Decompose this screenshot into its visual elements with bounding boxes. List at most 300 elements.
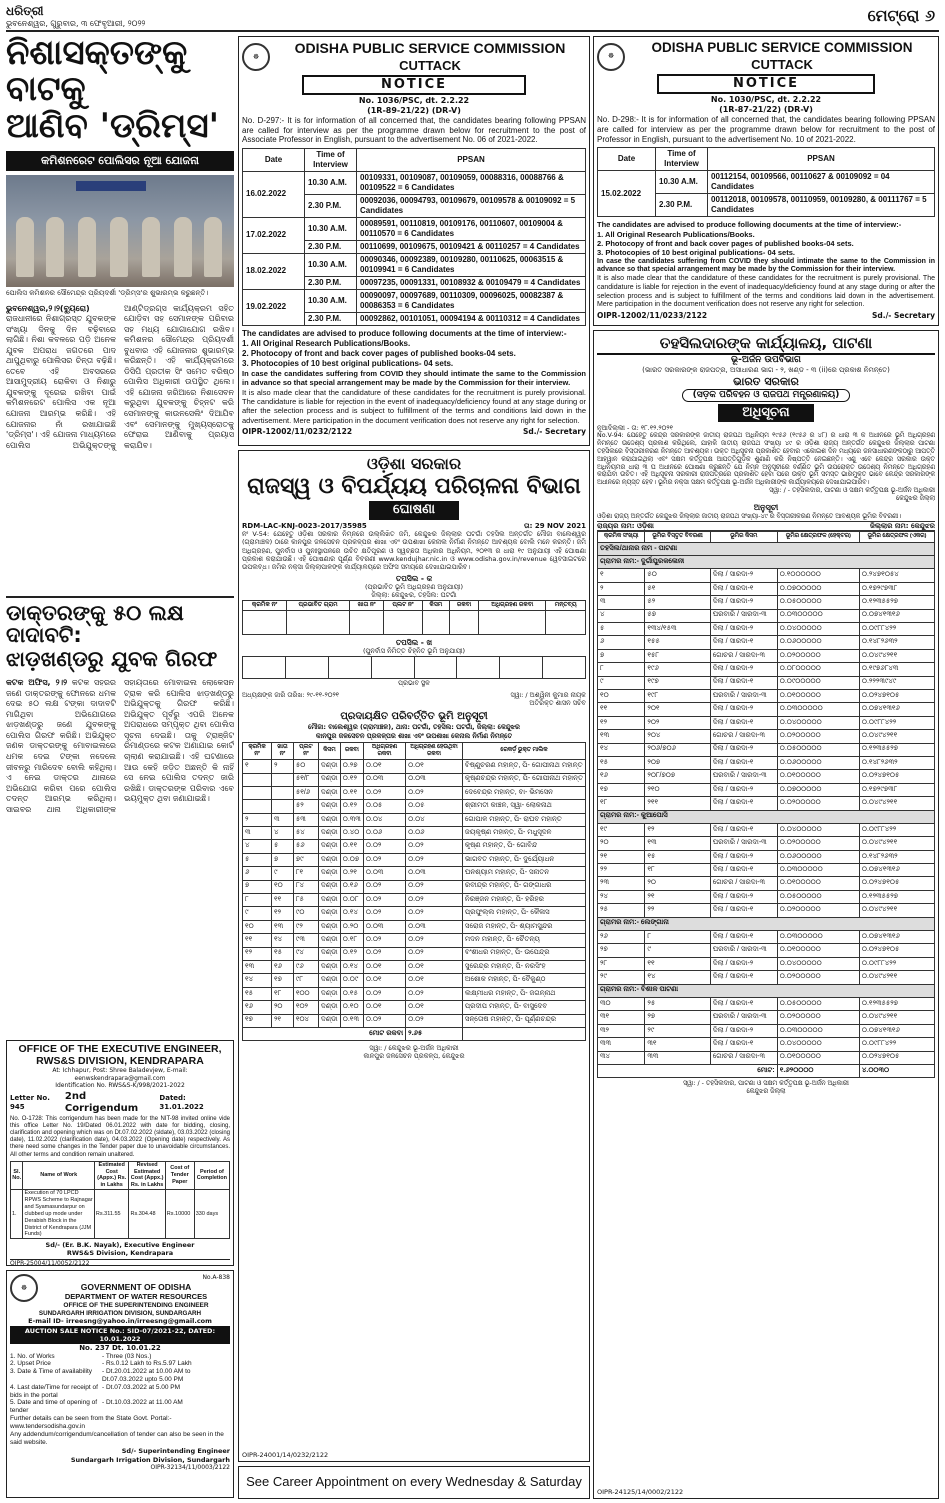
table-cell: କୃଷ୍ଣଚନ୍ଦ୍ର ମହାନ୍ତ, ପି- ଗୋପୀନାଥ ମହାନ୍ତ <box>462 773 585 786</box>
table-cell: ୦.୦୭୦୦୦୦୦ <box>777 783 859 796</box>
table-cell: ୦.୦୯୮୮୪୨୨ <box>859 1038 934 1051</box>
table-cell: ଜୟକୃଷ୍ଣ ମହାନ୍ତ, ପି- ମଧୁସୂଦନ <box>462 827 585 840</box>
table-cell: ୦.୦୪୯୪୨୧୧ <box>859 971 934 984</box>
table-cell: ୧୧ <box>271 894 293 907</box>
table-cell: 19.02.2022 <box>243 289 305 325</box>
table-cell: ୧୯ <box>598 823 645 836</box>
revenue-code: OIPR-24001/14/0232/2122 <box>242 1450 329 1459</box>
table-cell: ୦.୦୨ <box>363 987 405 1000</box>
table-cell: ୨୧ <box>645 890 710 903</box>
table-row <box>243 894 586 907</box>
table-cell: ୦.୧୯୭୬୮୪୩ <box>859 663 934 676</box>
table-cell: ଦଣ୍ଡା <box>318 853 340 866</box>
table-row <box>243 773 586 786</box>
table-cell: ୦.୦୩ <box>406 773 463 786</box>
table-header: PPSAN <box>708 148 935 171</box>
masthead <box>6 4 939 32</box>
table-cell: ୦.୦୨ <box>363 1014 405 1027</box>
table-cell: ୦.୦୩ <box>363 867 405 880</box>
table-cell: ଦିଲା / ସାରଦା-୧ <box>710 904 777 917</box>
table-cell: ୦.୦୨ <box>363 786 405 799</box>
table-header: Date <box>598 148 656 171</box>
table-header: ରକବା <box>449 600 478 611</box>
opsc2-sign: Sd./- Secretary <box>871 311 935 321</box>
revenue-sign-left: ଅଧ୍ୟକ୍ଷଙ୍କ ଜାରି ତାରିଖ: ୨୯-୧୧-୨୦୨୧ <box>242 690 340 699</box>
table-cell: ୦.୧୧ <box>340 786 363 799</box>
table-cell: ୦.୧୨୩୫୫୨୭ <box>859 743 934 756</box>
table-cell: ୦.୦୫ <box>406 800 463 813</box>
table-cell: ୩୦ <box>598 997 645 1010</box>
table-cell: ଦିଲା / ସାରଦା-୧ <box>710 756 777 769</box>
table-cell: ୧୪ <box>645 971 710 984</box>
table-cell: ୦.୨୨୨୩୯୪୯ <box>859 676 934 689</box>
story2-body <box>6 678 234 1036</box>
table-cell: 00112018, 00109578, 00110959, 00109280, & 00111767 = 5 Candidates <box>708 194 935 217</box>
table-cell: ୧୦୪ <box>293 1014 318 1027</box>
table-row <box>243 289 586 312</box>
table-cell: ୦.୦୪୦୦୦୦୦ <box>777 1038 859 1051</box>
table-cell: ୦.୦୨ <box>406 1014 463 1027</box>
dowr-title-4: SUNDARGARH IRRIGATION DIVISION, SUNDARGARH <box>38 1309 202 1317</box>
table-row <box>598 743 935 756</box>
table-cell: 10.30 A.M. <box>305 289 357 312</box>
table-cell: ୦.୦୨୦୦୦୦୦ <box>777 730 859 743</box>
table-cell: ୦.୦୮୦୦୦୦୦ <box>777 663 859 676</box>
photo-person <box>204 217 222 277</box>
table-cell: ୦.୦୧ <box>406 1001 463 1014</box>
list-item: 1. All Original Research Publications/Books. <box>242 338 411 348</box>
table-header: କ୍ରମିକ ନଂ <box>243 600 287 611</box>
table-cell: ଘରବାରି / ସାରଦା-୩ <box>710 837 777 850</box>
village-label: ଗ୍ରାମର ନାମ:- କୁଆପୋସି <box>598 810 935 823</box>
table-row <box>598 730 935 743</box>
table-header: କିସମ <box>318 742 340 759</box>
photo-banner <box>76 181 146 191</box>
item-value: - Rs.0.12 Lakh to Rs.5.97 Lakh <box>102 1360 192 1368</box>
table-cell: ୦.୦୨ <box>406 786 463 799</box>
table-cell: ୧୦ <box>243 920 272 933</box>
photo-caption: ପୋଲିସ କମିଶନର ସୌମେନ୍ଦ୍ର ପ୍ରିୟଦର୍ଶୀ 'ଡ୍ରିମ୍ସ'ର ଶୁଭାରମ୍ଭ କରୁଛନ୍ତି। <box>6 288 209 297</box>
opsc1-code: OIPR-12002/11/0232/2122 <box>242 427 353 437</box>
opsc1-covid: In case the candidates suffering from COVID they should intimate the same to the Commission in advance so that special arrangement may be made by the Commission for their interview. <box>242 368 586 388</box>
table-cell: ୧୪ <box>243 974 272 987</box>
table-cell: ୦.୧୪୮୨୬୩୨ <box>859 636 934 649</box>
table-cell: ୦.୦୪୯୪୨୧୧ <box>859 837 934 850</box>
opsc2-notice-bar: NOTICE <box>657 74 875 94</box>
table-cell: ୦.୦୪୯୪୨୧୧ <box>859 1011 934 1024</box>
table-cell: ୦.୦୯୮୮୪୨୨ <box>859 623 934 636</box>
table-cell: ୫୧/୮ <box>293 773 318 786</box>
patna-sign-1: ସ୍ୱା: / - ତହସିଲଦାର, ପାଟଣା ଓ ସକ୍ଷମ କର୍ତ୍ତୃପକ୍ଷ ଭୂ-ଅର୍ଜନ ଅଧିକାରୀ <box>769 487 935 495</box>
table-cell: ୨୧ <box>598 850 645 863</box>
table-cell: ୦.୨୦ <box>340 920 363 933</box>
table-cell: ୨୮ <box>598 957 645 970</box>
patna-line-1: (ଭାରତ ସରକାରଙ୍କ ରାଜପତ୍ର, ଅସାଧାରଣ ଭାଗ - ୨, ଖଣ୍ଡ - ୩ (ii)ରେ ପ୍ରକାଶ ନିମନ୍ତେ) <box>642 366 890 374</box>
opsc2-covid: In case the candidates suffering from COVID they should intimate the same to the Commission in advance so that special arrangement may be made by the Commission for their interview. <box>597 257 935 274</box>
table-cell: ଦିଲା / ସାରଦା-୧ <box>710 931 777 944</box>
table-row <box>598 1051 935 1064</box>
opsc1-advise: The candidates are advised to produce following documents at the time of interview:- <box>242 328 567 338</box>
rwss-corrigendum-ad <box>6 1040 234 1266</box>
table-cell: ୨୦ <box>271 1001 293 1014</box>
table-row <box>598 690 935 703</box>
revenue-ref: RDM-LAC-KNJ-0023-2017/35985 <box>242 521 367 530</box>
table-cell: ୦.୦୪୦୦୦୦୦ <box>777 823 859 836</box>
table-cell: ୧୧ <box>598 703 645 716</box>
table-cell: ୦.୦୨ <box>406 947 463 960</box>
table-cell: 00097235, 00091331, 00108932 & 00109479 = 4 Candidates <box>357 276 586 289</box>
table-cell: ୧ <box>243 760 272 773</box>
table-cell: ୦.୦୬୦୦୦୦୦ <box>777 850 859 863</box>
table-cell: ୨୭ <box>598 944 645 957</box>
table-header: ଅଧିଗ୍ରହଣ ରକବା <box>479 600 546 611</box>
table-cell: ୨ <box>271 760 293 773</box>
table-cell: ୫୪ <box>293 827 318 840</box>
table-cell: ୧୦୨ <box>293 1001 318 1014</box>
village-row <box>598 556 935 569</box>
table-cell: ୯୬ <box>293 961 318 974</box>
patna-date: ନୂଆଦିଲ୍ଲୀ - ତା: ୧୮.୧୨.୨୦୨୧ <box>597 424 673 432</box>
table-row <box>598 569 935 582</box>
section-label: ମେଟ୍ରୋ ୬ <box>867 6 935 25</box>
revenue-schedule-a-table <box>242 600 586 636</box>
table-cell: ଦିଲା / ସାରଦା-୧ <box>710 716 777 729</box>
photo-person <box>110 217 128 277</box>
table-cell: ୧୩ <box>243 961 272 974</box>
table-cell: ଦଣ୍ଡା <box>318 974 340 987</box>
table-cell: ୦.୦୪୯୪୨୧୧ <box>859 649 934 662</box>
table-cell <box>243 800 272 813</box>
table-cell: ୧୦ <box>598 690 645 703</box>
table-header: PPSAN <box>357 148 586 171</box>
table-cell: ୦.୦୨୪୭୧୦୫ <box>859 690 934 703</box>
photo-person <box>78 217 96 277</box>
table-cell: ୦.୦୧୦୦୦୦୦ <box>777 944 859 957</box>
table-cell: ୫ <box>598 623 645 636</box>
patna-ministry: (ସଡ଼କ ପରିବହନ ଓ ରାଜପଥ ମନ୍ତ୍ରଣାଳୟ) <box>682 389 851 402</box>
table-header: ଖାତା ନଂ <box>271 742 293 759</box>
table-cell: ଦିଲା / ସାରଦା-୧ <box>710 971 777 984</box>
table-cell: ୩୩ <box>598 1038 645 1051</box>
list-item: 3. Photocopies of 10 best original publications- 04 sets. <box>242 358 454 368</box>
table-header: Revised Estimated Cost (Appx.) Rs. in Lakhs <box>130 1161 164 1189</box>
patna-table <box>597 531 935 1078</box>
table-cell: ୭ <box>243 880 272 893</box>
table-cell: ୧୬ <box>271 961 293 974</box>
table-cell: ୧୮ <box>271 987 293 1000</box>
revenue-department-ad <box>238 450 590 1462</box>
table-cell: ୦.୦୨ <box>406 934 463 947</box>
table-cell: ଦିଲା / ସାରଦା-୧ <box>710 797 777 810</box>
table-cell: ୮ <box>645 931 710 944</box>
table-cell: 10.30 A.M. <box>305 253 357 276</box>
table-cell: ୦.୦୨୦୦୦୦୦ <box>777 797 859 810</box>
table-cell <box>243 786 272 799</box>
table-cell: ୦.୦୯୦୦୦୦୦ <box>777 676 859 689</box>
list-item: 2. Photocopy of front and back cover pages of published books-04 sets. <box>242 348 516 358</box>
table-cell: ୧୨ <box>645 823 710 836</box>
table-cell: ୮ <box>598 663 645 676</box>
table-cell: ୨୦୪ <box>645 730 710 743</box>
table-cell: ୦.୧୧ <box>340 840 363 853</box>
item-value: - Dt.10.03.2022 at 11.00 AM <box>102 1399 183 1407</box>
revenue-schedule-b-table <box>242 656 586 679</box>
table-cell: ଦଣ୍ଡା <box>318 1014 340 1027</box>
revenue-notice: ଘୋଷଣା <box>369 501 459 519</box>
table-cell: ୦.୦୨ <box>406 987 463 1000</box>
table-cell: ୮୫ <box>293 894 318 907</box>
table-cell: ୦.୦୯ <box>340 974 363 987</box>
patna-code: OIPR-24125/14/0002/2122 <box>597 1487 684 1496</box>
rwss-code: OIPR-25004/11/0052/2122 <box>10 1259 230 1266</box>
item-value: - Three (03 Nos.) <box>102 1352 152 1360</box>
table-header: ପ୍ଲଟ ନଂ <box>293 742 318 759</box>
table-cell: ୦.୧୦୦୦୦୦୦ <box>777 569 859 582</box>
table-header: ଖାତା ନଂ <box>350 600 384 611</box>
list-item <box>10 1399 230 1415</box>
table-cell: ୦.୦୨୪୭୧୦୫ <box>859 770 934 783</box>
opsc2-title: ODISHA PUBLIC SERVICE COMMISSION <box>651 40 913 55</box>
table-cell: ୦.୦୨ <box>363 853 405 866</box>
table-cell: ୦.୦୨ <box>406 907 463 920</box>
table-cell: ଘରବାରି / ସାରଦା-୩ <box>710 609 777 622</box>
table-row <box>598 944 935 957</box>
table-cell: ୨ <box>598 582 645 595</box>
revenue-land-line-2: କାନପୁର ଜଳସେଚନ ପ୍ରକଳ୍ପର ଶାଖା ଏବଂ ଉପଶାଖା କେନାଲ ନିର୍ମାଣ ନିମନ୍ତେ <box>315 731 513 740</box>
table-cell: ୧୬ <box>243 1001 272 1014</box>
table-cell: ୧୧ <box>645 957 710 970</box>
table-cell: ୦.୦୧ <box>363 961 405 974</box>
table-cell: ଗୋଚର / ସାରଦା-୩ <box>710 649 777 662</box>
table-row <box>243 813 586 826</box>
table-cell: ୦.୦୨ <box>363 934 405 947</box>
table-cell: ୭ <box>598 649 645 662</box>
table-row <box>243 907 586 920</box>
dowr-title-1: GOVERNMENT OF ODISHA <box>80 1281 192 1292</box>
table-row <box>243 827 586 840</box>
village-label: ଗ୍ରାମର ନାମ:- ଦୁର୍ଗାପୁରକଳୋନୀ <box>598 556 935 569</box>
table-cell: ୨୦୨ <box>645 716 710 729</box>
table-cell: ୭୯ <box>293 853 318 866</box>
table-cell: ୧୯୮ <box>645 690 710 703</box>
opsc-emblem-icon: ☸ <box>597 43 625 71</box>
total-acre: ୪.୦୦୩୦ <box>859 1064 934 1077</box>
table-cell: ୦.୦୬୦୦୦୦୦ <box>777 756 859 769</box>
table-cell: ଦଣ୍ଡା <box>318 880 340 893</box>
story-photo <box>6 175 234 287</box>
rwss-dated: Dated: 31.01.2022 <box>159 1094 204 1112</box>
opsc2-docs <box>597 230 935 258</box>
table-cell: ୨ <box>243 813 272 826</box>
table-cell: ୦.୦୧୦୦୦୦୦ <box>777 770 859 783</box>
table-row <box>598 890 935 903</box>
story-dateline: ଭୁବନେଶ୍ୱର,୨।୨(ବ୍ୟୁରୋ) <box>6 303 90 313</box>
patna-district-line: ଜିଲ୍ଲାର ନାମ: କେନ୍ଦୁଝର <box>869 521 935 530</box>
table-header: ଭୂମିର ବିସ୍ତୃତ ବିବରଣୀ <box>645 532 710 542</box>
table-header: ରକବା <box>340 742 363 759</box>
table-cell: ୧୩ <box>598 730 645 743</box>
table-cell: ୦.୦୨ <box>406 840 463 853</box>
revenue-footer-sign-2: କାନପୁର ଜଳସେଚନ ପ୍ରକଳ୍ପ, କେନ୍ଦୁଝର <box>363 1052 465 1061</box>
table-cell: ରବୀନ୍ଦ୍ର ମହାନ୍ତ, ପି- ଗଙ୍ଗାଧର <box>462 880 585 893</box>
table-row <box>243 800 586 813</box>
table-row <box>598 609 935 622</box>
table-cell: ୦.୨୭ <box>340 760 363 773</box>
table-header: କ୍ରମିକ ସଂଖ୍ୟା <box>598 532 645 542</box>
table-cell: କୃଷ୍ଣ ମହାନ୍ତ, ପି- ଗୋବିନ୍ଦ <box>462 840 585 853</box>
patna-schedule-title: ଅନୁସୂଚୀ <box>753 502 779 512</box>
table-cell: ଦିଲା / ସାରଦା-୨ <box>710 743 777 756</box>
table-cell: ୦.୦୭୪୧୩୧୬ <box>859 703 934 716</box>
table-cell: ଦିଲା / ସାରଦା-୨ <box>710 623 777 636</box>
table-cell: ୧୫୮ <box>645 649 710 662</box>
patna-foot-sign-2: କେନ୍ଦୁଝର ଜିଲ୍ଲା <box>746 1088 786 1096</box>
table-header: ଭୂମିର କ୍ଷେତ୍ରଫଳ (ଏକର) <box>859 532 934 542</box>
revenue-schedule-b-sub: (ପୁନର୍ବାସ ନିମିତ୍ତ ଚିହ୍ନିତ ଭୂମି ଅନୁଯାୟୀ) <box>362 647 466 656</box>
table-cell: ୦.୧୭୨୯୭୩୮ <box>859 783 934 796</box>
table-cell: ୦.୦୮ <box>340 894 363 907</box>
revenue-schedule-a-sub: (ପ୍ରଭାବିତ ଭୂମି ଅଧିଗ୍ରହଣ ଅନୁଯାୟୀ) <box>365 583 463 592</box>
table-cell: ୫୧ <box>645 582 710 595</box>
table-header: ପ୍ରଭାବିତ ଗ୍ରାମ <box>287 600 350 611</box>
patna-state-line: ରାଜ୍ୟର ନାମ: ଓଡ଼ିଶା <box>597 521 654 530</box>
total-label: ମୋଟ: <box>598 1064 778 1077</box>
table-cell: ୧୧ <box>243 934 272 947</box>
table-cell: 2.30 P.M. <box>305 312 357 325</box>
table-cell: ୦.୦୭ <box>340 853 363 866</box>
table-cell: ଦିଲା / ସାରଦା-୧ <box>710 676 777 689</box>
table-cell: ୦.୦୨ <box>363 840 405 853</box>
table-header: Time of Interview <box>305 148 357 171</box>
village-row <box>598 984 935 997</box>
item-label: 5. Date and time of opening of tender <box>10 1399 98 1415</box>
table-cell: ଘରବାରି / ସାରଦା-୩ <box>710 770 777 783</box>
table-row <box>598 623 935 636</box>
table-cell: ୫ <box>243 853 272 866</box>
table-cell: ଦିଲା / ସାରଦା-୨ <box>710 890 777 903</box>
table-cell: ୯୮ <box>293 974 318 987</box>
opsc2-code: OIPR-12002/11/0233/2122 <box>597 311 708 321</box>
table-cell: 16.02.2022 <box>243 171 305 217</box>
table-cell: ୦.୦୧ <box>363 760 405 773</box>
table-row <box>243 840 586 853</box>
table-cell: ୧୯୭ <box>645 676 710 689</box>
table-cell: ୪ <box>243 840 272 853</box>
table-cell: ଦଣ୍ଡା <box>318 894 340 907</box>
table-cell: ଦଣ୍ଡା <box>318 800 340 813</box>
table-row <box>243 853 586 866</box>
table-header: Date <box>243 148 305 171</box>
table-cell: ୦.୦୧ <box>406 760 463 773</box>
table-cell: ୦.୪୦ <box>340 827 363 840</box>
table-cell: ୦.୦୬୦୦୦୦୦ <box>777 636 859 649</box>
table-cell: ୦.୨୪୭୧୦୫୪ <box>859 569 934 582</box>
table-cell: ୦.୦୯୮୮୪୨୨ <box>859 823 934 836</box>
table-cell: Rs.304.48 <box>129 1190 165 1239</box>
table-row <box>598 596 935 609</box>
table-cell: ସରୋଜ ମହାନ୍ତ, ପି- ଶ୍ୟାମସୁନ୍ଦର <box>462 920 585 933</box>
patna-schedule-intro: ଓଡ଼ିଶା ରାଜ୍ୟ ଅନ୍ତର୍ଗତ କେନ୍ଦୁଝର ଜିଲ୍ଲାର ଜାତୀୟ ରାଜପଥ ସଂଖ୍ୟା-୪୯ ର ବିସ୍ତାରୀକରଣ ନିମନ୍ତେ ଆବଶ୍ୟକ ଭୂମିର ବିବରଣୀ। <box>597 512 901 520</box>
table-cell: ୦.୦୨ <box>363 947 405 960</box>
table-cell: ୧୭ <box>243 1014 272 1027</box>
table-cell: ୧୯୬ <box>645 663 710 676</box>
table-cell: 1. <box>11 1190 23 1239</box>
table-cell: ୯ <box>645 944 710 957</box>
table-cell: ଅଶୋକ ମହାନ୍ତ, ପି- ବୈକୁଣ୍ଠ <box>462 974 585 987</box>
table-cell: ଘରବାରି / ସାରଦା-୩ <box>710 1011 777 1024</box>
table-row <box>598 1024 935 1037</box>
table-cell: 00109331, 00109087, 00109059, 00088316, 00088766 & 00109522 = 6 Candidates <box>357 171 586 194</box>
table-row <box>598 1011 935 1024</box>
table-cell: ୫୦ <box>293 760 318 773</box>
list-item <box>10 1384 230 1400</box>
patna-sign-2: କେନ୍ଦୁଝର ଜିଲ୍ଲା <box>895 495 935 502</box>
patna-sub: ଭୂ-ଅର୍ଜନ ଉପବିଭାଗ <box>731 354 801 365</box>
table-cell: 330 days <box>194 1190 229 1239</box>
table-header: ଅଧିଗ୍ରହଣ ରକବା <box>363 742 405 759</box>
table-cell: ଦିଲା / ସାରଦା-୨ <box>710 663 777 676</box>
table-cell: ୨୦ <box>645 877 710 890</box>
table-cell: ୨୦୬/୭୦୬ <box>645 743 710 756</box>
table-cell: ୫୧/୬ <box>293 786 318 799</box>
table-row <box>243 867 586 880</box>
table-cell: ୦.୦୩ <box>406 920 463 933</box>
dowr-footer-2: Any addendum/corrigendum/cancellation of tender can also be seen in the said website. <box>10 1431 224 1447</box>
story-dreams <box>6 36 234 591</box>
table-cell: ଦିଲା / ସାରଦା-୨ <box>710 569 777 582</box>
table-cell: ୦.୦୫୦୦୦୦୦ <box>777 890 859 903</box>
table-cell: ଦିଲା / ସାରଦା-୨ <box>710 703 777 716</box>
table-cell: ଦିଲା / ସାରଦା-୧ <box>710 997 777 1010</box>
table-cell: 2.30 P.M. <box>656 194 708 217</box>
story-headline-2: ଆଣିବ 'ଡ୍ରିମ୍ସ' <box>6 106 220 147</box>
table-cell: ୦.୧୨୩୫୫୨୭ <box>859 890 934 903</box>
story-extortion <box>6 596 234 1036</box>
table-cell: ୨୪ <box>598 890 645 903</box>
table-cell: ୦.୦୨ <box>363 880 405 893</box>
table-cell: ୦.୧୩ <box>340 1014 363 1027</box>
table-cell: ଘନଶ୍ୟାମ ମହାନ୍ତ, ପି- ସନାତନ <box>462 867 585 880</box>
table-cell: ଦିଲା / ସାରଦା-୨ <box>710 1024 777 1037</box>
dowr-auction-ad <box>6 1270 234 1498</box>
table-cell: ୦.୦୪ <box>363 813 405 826</box>
village-label: ଗ୍ରାମର ନାମ:- ଲେଙ୍ଗାନା <box>598 917 935 930</box>
odisha-emblem-icon: ☸ <box>10 1274 38 1302</box>
table-cell: ସନ୍ତୋଷ ମହାନ୍ତ, ପି- ପୂର୍ଣ୍ଣଚନ୍ଦ୍ର <box>462 1014 585 1027</box>
table-cell: ଦିଲା / ସାରଦା-୨ <box>710 850 777 863</box>
table-cell: ଦଣ୍ଡା <box>318 961 340 974</box>
table-row <box>598 171 935 194</box>
opsc2-no: No. 1030/PSC, dt. 2.2.22 <box>710 95 822 105</box>
opsc2-advise: The candidates are advised to produce following documents at the time of interview:- <box>597 220 902 230</box>
table-cell: ଦଣ୍ଡା <box>318 786 340 799</box>
table-cell: ୦.୦୧ <box>406 961 463 974</box>
dowr-no: No.A-838 <box>202 1274 230 1281</box>
table-cell: ୨୦ <box>598 837 645 850</box>
paper-name: ଧରିତ୍ରୀ <box>6 4 44 18</box>
table-cell: ୩ <box>598 596 645 609</box>
table-cell: ୦.୦୩ <box>363 920 405 933</box>
table-cell: ପ୍ରଦୀପ ମହାନ୍ତ, ପି- ବାସୁଦେବ <box>462 1001 585 1014</box>
table-cell: ୩୧ <box>598 1011 645 1024</box>
table-cell: ୮ <box>243 894 272 907</box>
table-cell: ଘରବାରି / ସାରଦା-୩ <box>710 944 777 957</box>
table-cell: ୦.୧୨ <box>340 773 363 786</box>
table-cell: ୦.୩୩ <box>340 813 363 826</box>
table-cell: 17.02.2022 <box>243 217 305 253</box>
table-cell: ଦଣ୍ଡା <box>318 840 340 853</box>
table-header: ଅଧିଗ୍ରହଣ ହେଉଥିବା ରକବା <box>406 742 463 759</box>
